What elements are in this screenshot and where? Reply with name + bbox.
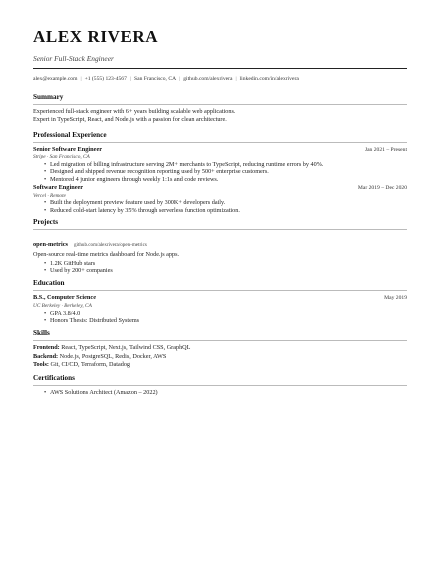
section-heading: Projects <box>33 218 59 227</box>
job-title: Software Engineer <box>33 184 84 192</box>
job-company: Vercel · Remote <box>33 192 66 199</box>
header-divider <box>33 68 407 69</box>
job-bullet: • Designed and shipped revenue recognition reporting used by 500+ enterprise customers. <box>50 168 407 175</box>
degree: B.S., Computer Science <box>33 294 97 302</box>
job-entry <box>33 184 407 214</box>
job-bullet: • Reduced cold-start latency by 35% through serverless function optimization. <box>50 207 407 214</box>
job-bullet: • Led migration of billing infrastructure serving 2M+ merchants to TypeScript, reducing runtime errors by 40%. <box>50 161 407 168</box>
section-heading: Professional Experience <box>33 130 107 139</box>
summary-line: Experienced full-stack engineer with 6+ years building scalable web applications. <box>33 108 236 115</box>
projects-section <box>33 218 407 274</box>
graduation-date: May 2019 <box>384 295 407 302</box>
section-heading: Certifications <box>33 373 75 382</box>
job-entry <box>33 146 407 183</box>
skill-label: Frontend: <box>33 344 60 352</box>
project-name: open-metrics <box>33 241 68 249</box>
skill-value: React, TypeScript, Next.js, Tailwind CSS, GraphQL <box>61 344 191 352</box>
contact-linkedin[interactable]: linkedin.com/in/alexrivera <box>239 76 299 82</box>
section-divider <box>33 385 407 386</box>
skill-value: Git, CI/CD, Terraform, Datadog <box>50 361 131 369</box>
job-company: Stripe · San Francisco, CA <box>33 154 90 161</box>
skill-row <box>33 353 407 361</box>
section-heading: Skills <box>33 329 50 338</box>
education-section <box>33 279 407 324</box>
contact-separator: | <box>179 76 181 82</box>
project-bullet: • Used by 200+ companies <box>50 267 407 274</box>
summary-section <box>33 93 407 125</box>
job-date: Jan 2021 – Present <box>364 146 407 153</box>
skill-label: Backend: <box>33 352 59 360</box>
section-divider <box>33 290 407 291</box>
skill-row <box>33 361 407 369</box>
project-bullet: • 1.2K GitHub stars <box>50 260 407 267</box>
job-bullet: • Mentored 4 junior engineers through weekly 1:1s and code reviews. <box>50 176 407 183</box>
job-title: Senior Software Engineer <box>33 145 103 153</box>
skill-label: Tools: <box>33 361 49 369</box>
contact-location: San Francisco, CA <box>134 76 177 82</box>
section-heading: Summary <box>33 93 64 101</box>
contact-line <box>33 75 407 83</box>
contact-separator: | <box>80 76 82 82</box>
education-entry <box>33 294 407 324</box>
education-bullet: • Honors Thesis: Distributed Systems <box>50 317 407 324</box>
project-description: Open-source real-time metrics dashboard for Node.js apps. <box>33 251 180 259</box>
contact-phone[interactable]: +1 (555) 123-4567 <box>84 76 127 82</box>
education-bullet: • GPA 3.8/4.0 <box>50 310 407 317</box>
job-date: Mar 2019 – Dec 2020 <box>357 185 407 192</box>
certifications-section <box>33 374 407 396</box>
section-divider <box>33 340 407 341</box>
skill-row <box>33 344 407 352</box>
section-divider <box>33 104 407 105</box>
skills-section <box>33 329 407 369</box>
project-link[interactable]: github.com/alexrivera/open-metrics <box>73 242 147 249</box>
skill-value: Node.js, PostgreSQL, Redis, Docker, AWS <box>59 352 167 360</box>
contact-email[interactable]: alex@example.com <box>33 76 78 82</box>
section-divider <box>33 142 407 143</box>
summary-line: Expert in TypeScript, React, and Node.js with a passion for clean architecture. <box>33 116 227 124</box>
section-heading: Education <box>33 279 65 288</box>
job-title: Senior Full-Stack Engineer <box>33 54 114 63</box>
job-bullet: • Built the deployment preview feature used by 300K+ developers daily. <box>50 199 407 206</box>
school: UC Berkeley · Berkeley, CA <box>33 302 92 309</box>
project-entry <box>33 233 407 274</box>
section-divider <box>33 229 407 230</box>
contact-github[interactable]: github.com/alexrivera <box>183 76 233 82</box>
experience-section <box>33 131 407 214</box>
candidate-name: ALEX RIVERA <box>33 27 159 46</box>
certification-item: • AWS Solutions Architect (Amazon – 2022) <box>50 389 407 396</box>
contact-separator: | <box>129 76 132 82</box>
contact-separator: | <box>235 76 237 82</box>
